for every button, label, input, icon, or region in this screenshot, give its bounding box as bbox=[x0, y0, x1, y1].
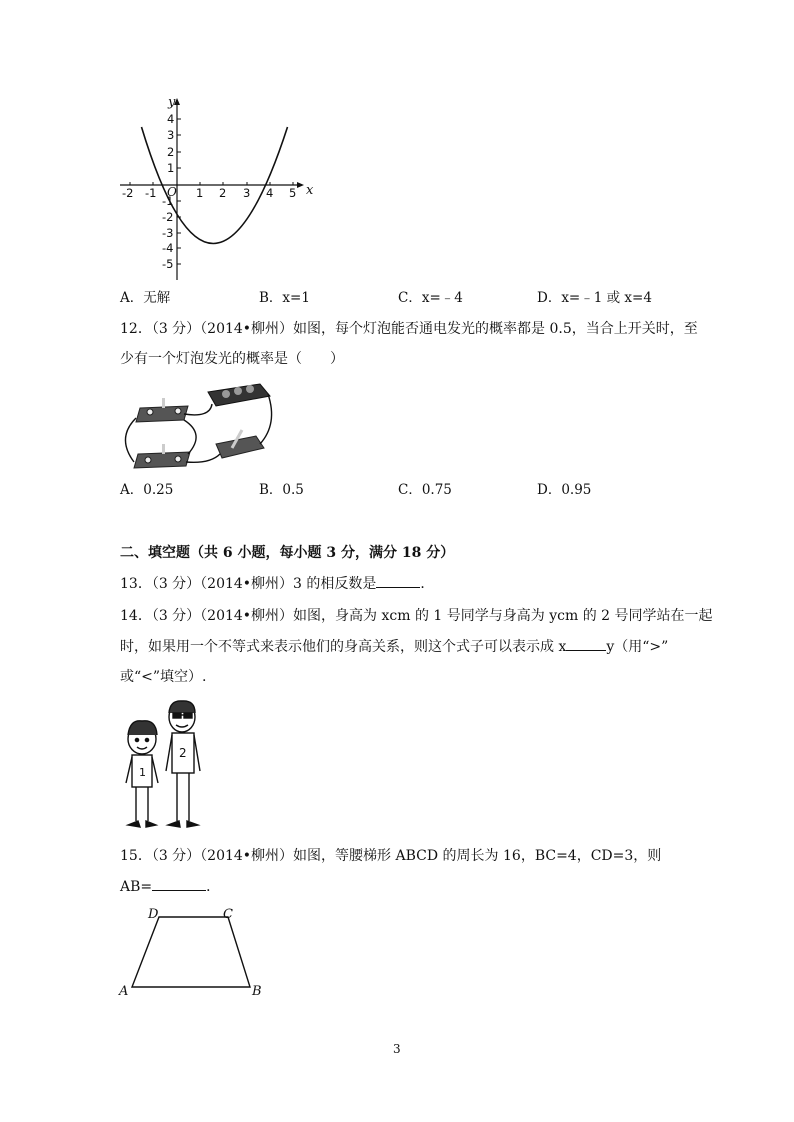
q14-stem-line2 bbox=[120, 636, 668, 656]
student2-number: 2 bbox=[179, 746, 187, 760]
q12-option-b: B．0.5 bbox=[259, 482, 304, 498]
y-tick-label: -4 bbox=[162, 241, 174, 255]
students-figure bbox=[118, 697, 208, 832]
vertex-a: A bbox=[119, 984, 129, 999]
y-tick-label: 1 bbox=[167, 161, 175, 175]
q15-stem-line2 bbox=[120, 876, 220, 896]
q15-text-end: ． bbox=[206, 879, 221, 895]
q14-text: 时，如果用一个不等式来表示他们的身高关系，则这个式子可以表示成 x bbox=[120, 639, 567, 655]
vertex-c: C bbox=[223, 907, 233, 922]
q12-option-d: D．0.95 bbox=[537, 482, 592, 498]
q12-option-c: C．0.75 bbox=[398, 482, 452, 498]
q11-option-a: A．无解 bbox=[120, 290, 171, 306]
answer-blank bbox=[152, 876, 206, 891]
vertex-b: B bbox=[252, 984, 262, 999]
q12-stem-line1: 12．（3 分）（2014•柳州）如图，每个灯泡能否通电发光的概率都是 0.5，当合上开关时，至 bbox=[120, 321, 698, 337]
q13-text: 13．（3 分）（2014•柳州）3 的相反数是 bbox=[120, 576, 377, 592]
q15-text: AB= bbox=[120, 879, 153, 895]
x-tick-label: -1 bbox=[145, 186, 157, 200]
y-tick-label: -2 bbox=[162, 210, 174, 224]
circuit-figure bbox=[120, 378, 280, 478]
y-tick-label: 3 bbox=[167, 128, 175, 142]
page-number: 3 bbox=[393, 1042, 401, 1056]
vertex-d: D bbox=[148, 907, 159, 922]
q13-end: ． bbox=[420, 576, 435, 592]
x-tick-label: 5 bbox=[289, 186, 297, 200]
trapezoid-figure bbox=[115, 905, 275, 1000]
x-tick-label: 4 bbox=[266, 186, 274, 200]
x-tick-label: -2 bbox=[122, 186, 134, 200]
x-tick-label: 3 bbox=[243, 186, 251, 200]
y-tick-label: -1 bbox=[162, 194, 174, 208]
q11-option-d: D．x=﹣1 或 x=4 bbox=[537, 290, 652, 306]
q14-stem-line1: 14．（3 分）（2014•柳州）如图，身高为 xcm 的 1 号同学与身高为 ycm 的 2 号同学站在一起 bbox=[120, 608, 713, 624]
q12-option-a: A．0.25 bbox=[120, 482, 174, 498]
answer-blank bbox=[376, 573, 420, 588]
y-tick-label: 2 bbox=[167, 145, 175, 159]
q14-text-end: y（用“>” bbox=[606, 639, 669, 655]
q11-option-c: C．x=﹣4 bbox=[398, 290, 463, 306]
q12-stem-line2: 少有一个灯泡发光的概率是（ ） bbox=[120, 351, 344, 367]
parabola-graph bbox=[0, 0, 794, 300]
trapezoid-abcd bbox=[132, 917, 250, 987]
answer-blank bbox=[566, 636, 606, 651]
student1-number: 1 bbox=[139, 766, 146, 779]
q15-stem-line1: 15．（3 分）（2014•柳州）如图，等腰梯形 ABCD 的周长为 16，BC=4，CD=3，则 bbox=[120, 848, 662, 864]
q11-option-b: B．x=1 bbox=[259, 290, 310, 306]
x-axis-arrow bbox=[297, 182, 304, 188]
q13-stem bbox=[120, 573, 434, 593]
y-tick-label: -3 bbox=[162, 226, 174, 240]
y-tick-label: -5 bbox=[162, 257, 174, 271]
section-heading: 二、填空题（共 6 小题，每小题 3 分，满分 18 分） bbox=[120, 545, 455, 561]
origin-label: O bbox=[167, 185, 177, 199]
x-tick-label: 2 bbox=[219, 186, 227, 200]
x-tick-label: 1 bbox=[196, 186, 204, 200]
y-axis-label: y bbox=[168, 95, 176, 110]
q14-stem-line3: 或“<”填空）. bbox=[120, 669, 207, 685]
x-axis-label: x bbox=[306, 183, 314, 198]
y-tick-label: 4 bbox=[167, 112, 175, 126]
